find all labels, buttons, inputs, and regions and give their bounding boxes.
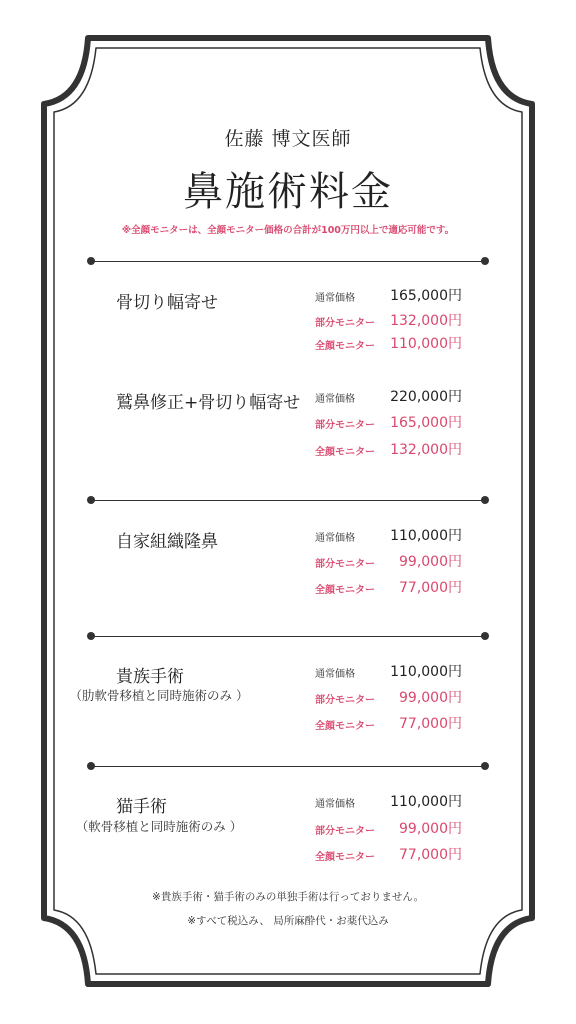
price-label: 部分モニター <box>315 695 375 706</box>
price-label: 全顔モニター <box>315 852 375 863</box>
section-divider <box>91 766 485 767</box>
price-label: 部分モニター <box>315 826 375 837</box>
footer-note-solo-surgery: ※貴族手術・猫手術のみの単独手術は行っておりません。 <box>152 891 424 903</box>
section-divider <box>91 261 485 262</box>
price-value: 110,000円 <box>390 336 462 352</box>
price-label: 通常価格 <box>315 394 355 405</box>
item-condition: （肋軟骨移植と同時施術のみ ） <box>69 688 249 703</box>
section-divider <box>91 500 485 501</box>
price-label: 全顔モニター <box>315 721 375 732</box>
price-value: 110,000円 <box>390 664 462 680</box>
item-name: 自家組織隆鼻 <box>116 532 218 552</box>
price-value: 110,000円 <box>390 794 462 810</box>
doctor-name: 佐藤 博文医師 <box>224 128 352 150</box>
item-name: 鷲鼻修正+骨切り幅寄せ <box>116 393 301 413</box>
price-label: 通常価格 <box>315 669 355 680</box>
price-value: 165,000円 <box>390 415 462 431</box>
price-value: 165,000円 <box>390 288 462 304</box>
price-value: 99,000円 <box>399 554 462 570</box>
price-label: 通常価格 <box>315 293 355 304</box>
price-label: 部分モニター <box>315 559 375 570</box>
price-value: 77,000円 <box>399 580 462 596</box>
price-label: 部分モニター <box>315 318 375 329</box>
monitor-note: ※全顔モニターは、全顔モニター価格の合計が100万円以上で適応可能です。 <box>121 225 455 236</box>
price-value: 132,000円 <box>390 313 462 329</box>
price-label: 全顔モニター <box>315 341 375 352</box>
price-value: 99,000円 <box>399 821 462 837</box>
price-label: 通常価格 <box>315 533 355 544</box>
price-value: 110,000円 <box>390 528 462 544</box>
price-value: 77,000円 <box>399 847 462 863</box>
item-name: 猫手術 <box>116 797 167 817</box>
footer-note-tax: ※すべて税込み、 局所麻酔代・お薬代込み <box>187 915 389 927</box>
item-condition: （軟骨移植と同時施術のみ ） <box>75 819 243 834</box>
price-value: 132,000円 <box>390 442 462 458</box>
section-divider <box>91 636 485 637</box>
price-value: 77,000円 <box>399 716 462 732</box>
price-value: 99,000円 <box>399 690 462 706</box>
item-name: 貴族手術 <box>116 667 184 687</box>
item-name: 骨切り幅寄せ <box>116 293 218 313</box>
page-title: 鼻施術料金 <box>183 169 393 215</box>
price-label: 部分モニター <box>315 420 375 431</box>
price-value: 220,000円 <box>390 389 462 405</box>
price-label: 通常価格 <box>315 799 355 810</box>
price-label: 全顔モニター <box>315 447 375 458</box>
price-label: 全顔モニター <box>315 585 375 596</box>
